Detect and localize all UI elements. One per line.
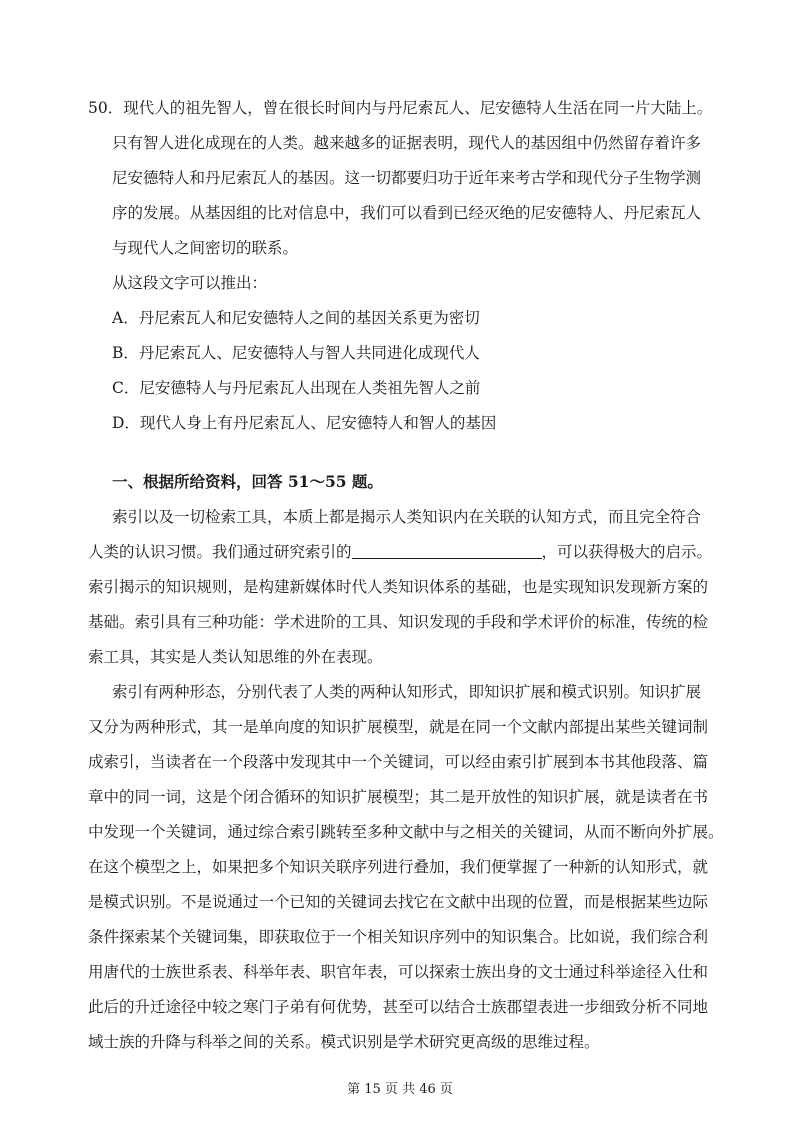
p2-line-10: 此后的升迁途径中较之寒门子弟有何优势，甚至可以结合士族郡望表进一步细致分析不同地 [88, 998, 709, 1016]
p2-line-11: 域士族的升降与科举之间的关系。模式识别是学术研究更高级的思维过程。 [88, 1033, 600, 1051]
p1-line-2-after: ，可以获得极大的启示。 [541, 543, 713, 561]
q50-line-3: 尼安德特人和丹尼索瓦人的基因。这一切都要归功于近年来考古学和现代分子生物学测 [112, 169, 702, 187]
p2-line-5: 中发现一个关键词，通过综合索引跳转至多种文献中与之相关的关键词，从而不断向外扩展。 [88, 823, 724, 841]
p2-line-2: 又分为两种形式，其一是单向度的知识扩展模型，就是在同一个文献内部提出某些关键词制 [88, 718, 709, 736]
section-heading: 一、根据所给资料，回答 51～55 题。 [112, 472, 383, 491]
p2-line-8: 条件探索某个关键词集，即获取位于一个相关知识序列中的知识集合。比如说，我们综合利 [88, 928, 709, 946]
fill-in-blank [352, 544, 542, 559]
q50-option-b: B．丹尼索瓦人、尼安德特人与智人共同进化成现代人 [112, 344, 480, 362]
q50-line-2: 只有智人进化成现在的人类。越来越多的证据表明，现代人的基因组中仍然留存着许多 [112, 134, 702, 152]
p1-line-1: 索引以及一切检索工具，本质上都是揭示人类知识内在关联的认知方式，而且完全符合 [112, 508, 702, 526]
p1-line-4: 基础。索引具有三种功能：学术进阶的工具、知识发现的手段和学术评价的标准，传统的检 [88, 613, 709, 631]
p2-line-1: 索引有两种形态，分别代表了人类的两种认知形式，即知识扩展和模式识别。知识扩展 [112, 683, 702, 701]
p2-line-7: 是模式识别。不是说通过一个已知的关键词去找它在文献中出现的位置，而是根据某些边际 [88, 893, 709, 911]
p2-line-9: 用唐代的士族世系表、科举年表、职官年表，可以探索士族出身的文士通过科举途径入仕和 [88, 963, 709, 981]
q50-line-4: 序的发展。从基因组的比对信息中，我们可以看到已经灭绝的尼安德特人、丹尼索瓦人 [112, 204, 702, 222]
page-footer: 第 15 页 共 46 页 [347, 1082, 453, 1097]
p2-line-3: 成索引，当读者在一个段落中发现其中一个关键词，可以经由索引扩展到本书其他段落、篇 [88, 753, 709, 771]
p2-line-4: 章中的同一词，这是个闭合循环的知识扩展模型；其二是开放性的知识扩展，就是读者在书 [88, 788, 709, 806]
p1-line-2-before: 人类的认识习惯。我们通过研究索引的 [88, 543, 352, 561]
q50-option-c: C．尼安德特人与丹尼索瓦人出现在人类祖先智人之前 [112, 379, 481, 397]
q50-option-a: A．丹尼索瓦人和尼安德特人之间的基因关系更为密切 [112, 309, 480, 327]
q50-line-1: 50．现代人的祖先智人，曾在很长时间内与丹尼索瓦人、尼安德特人生活在同一片大陆上。 [88, 99, 713, 117]
p2-line-6: 在这个模型之上，如果把多个知识关联序列进行叠加，我们便掌握了一种新的认知形式，就 [88, 858, 709, 876]
q50-line-5: 与现代人之间密切的联系。 [112, 239, 299, 257]
p1-line-3: 索引揭示的知识规则，是构建新媒体时代人类知识体系的基础，也是实现知识发现新方案的 [88, 578, 709, 596]
q50-option-d: D．现代人身上有丹尼索瓦人、尼安德特人和智人的基因 [112, 414, 497, 432]
p1-line-2 [88, 542, 712, 562]
p1-line-5: 索工具，其实是人类认知思维的外在表现。 [88, 648, 383, 666]
q50-prompt: 从这段文字可以推出： [112, 274, 268, 292]
